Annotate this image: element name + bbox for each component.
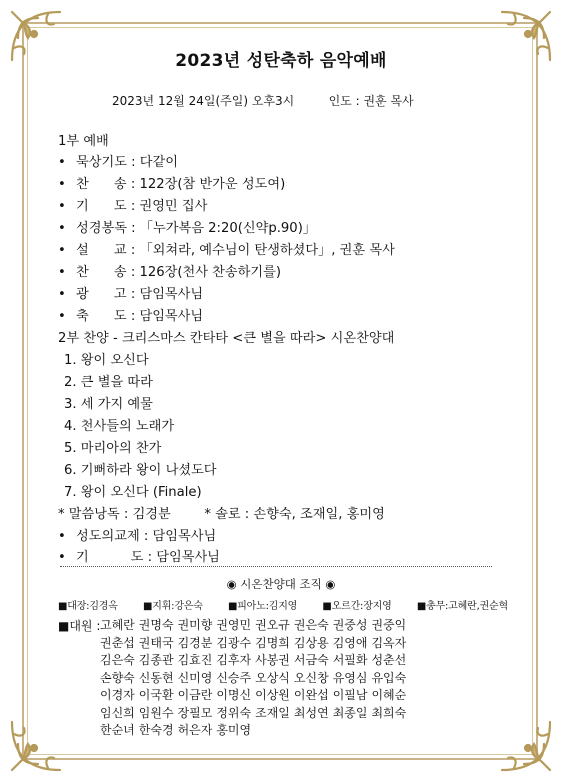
divider [60, 566, 492, 567]
member-name: 조재일 [255, 705, 290, 720]
corner-ornament-icon [8, 718, 64, 774]
program-item: • 축 도 : 담임목사님 [58, 309, 204, 324]
member-name: 사봉권 [255, 653, 290, 667]
bullet-icon: • [58, 529, 66, 544]
member-name: 이명신 [216, 688, 252, 702]
bullet-icon: • [58, 199, 66, 214]
member-name: 김후자 [216, 653, 252, 667]
member-name: 최희숙 [371, 705, 407, 720]
member-name: 이국환 [138, 688, 174, 702]
member-name: 유입숙 [371, 670, 407, 685]
service-datetime-leader: 2023년 12월 24일(주일) 오후3시 인도 : 권훈 목사 [112, 94, 414, 108]
program-item: • 성도의교제 : 담임목사님 [58, 529, 217, 544]
member-name: 김은숙 [100, 653, 135, 667]
member-name: 홍미영 [216, 723, 252, 737]
song-item: 5. 마리아의 찬가 [64, 441, 162, 456]
member-name: 이필남 [332, 688, 368, 702]
role-item: ■오르간:장지영 [322, 601, 392, 612]
member-name: 신미영 [177, 670, 213, 685]
members-label: ■대원 : [58, 619, 105, 633]
choir-roles [58, 597, 508, 612]
member-name: 임원수 [138, 705, 174, 720]
member-name: 서필화 [332, 653, 368, 667]
program-item: • 묵상기도 : 다같이 [58, 155, 179, 170]
member-name: 손향숙 [100, 670, 135, 685]
part1-heading: 1부 예배 [58, 134, 109, 149]
member-name: 이경자 [100, 688, 135, 702]
member-name: 한순녀 [100, 723, 135, 737]
member-name: 권중성 [332, 618, 368, 632]
bullet-icon: • [58, 243, 66, 258]
bullet-icon: • [58, 287, 66, 302]
bullet-icon: • [58, 221, 66, 236]
role-item: ■총무:고혜란,권순혁 [416, 601, 508, 612]
role-item: ■대장:김경옥 [58, 601, 118, 612]
member-name: 한숙경 [138, 723, 174, 737]
member-name: 유영심 [332, 670, 368, 685]
bullet-icon: • [58, 177, 66, 192]
program-item: • 찬 송 : 122장(참 반가운 성도여) [58, 177, 286, 192]
member-name: 이상원 [255, 688, 290, 702]
corner-ornament-icon [498, 718, 554, 774]
member-name: 권미향 [177, 618, 213, 632]
member-name: 서금숙 [293, 653, 329, 667]
member-name: 성춘선 [371, 653, 407, 667]
role-item: ■피아노:김지영 [227, 601, 298, 612]
bullet-icon: • [58, 265, 66, 280]
member-name: 이혜순 [371, 688, 407, 702]
program-item: • 기 도 : 권영민 집사 [58, 199, 208, 214]
choir-org-title: ◉ 시온찬양대 조직 ◉ [226, 577, 336, 591]
page-title: 2023년 성탄축하 음악예배 [175, 51, 387, 71]
member-name: 권은숙 [293, 618, 329, 632]
bullet-icon: • [58, 309, 66, 324]
song-item: 6. 기뻐하라 왕이 나셨도다 [64, 463, 217, 478]
part2-heading: 2부 찬양 - 크리스마스 칸타타 <큰 별을 따라> 시온찬양대 [58, 331, 395, 346]
member-name: 김광수 [216, 635, 252, 650]
program-item: • 기 도 : 담임목사님 [58, 550, 220, 565]
role-item: ■지휘:강은숙 [142, 601, 203, 612]
program-item: • 성경봉독 : 「누가복음 2:20(신약p.90)」 [58, 221, 317, 236]
member-name: 고혜란 [100, 618, 135, 632]
member-name: 권영민 [216, 618, 252, 632]
program-item: • 찬 송 : 126장(천사 찬송하기를) [58, 265, 282, 280]
member-name: 오상식 [255, 670, 290, 685]
member-name: 김종관 [138, 653, 174, 667]
member-name: 김효진 [177, 653, 213, 667]
member-name: 신승주 [216, 670, 252, 685]
member-name: 최종일 [332, 705, 368, 720]
member-name: 이금란 [177, 688, 213, 702]
member-name: 권태국 [138, 635, 174, 650]
song-item: 3. 세 가지 예물 [64, 397, 153, 412]
member-name: 김상용 [293, 635, 329, 650]
member-name: 권중익 [371, 618, 407, 632]
member-name: 장필모 [177, 705, 213, 720]
member-name: 김옥자 [371, 635, 407, 650]
song-item: 1. 왕이 오신다 [64, 353, 149, 368]
member-name: 김영애 [332, 635, 368, 650]
member-name: 권오규 [255, 618, 290, 632]
bullet-icon: • [58, 155, 66, 170]
program-item: • 설 교 : 「외쳐라, 예수님이 탄생하셨다」, 권훈 목사 [58, 243, 395, 258]
member-name: 최성연 [293, 705, 329, 720]
member-name: 허은자 [177, 723, 213, 737]
song-item: 7. 왕이 오신다 (Finale) [64, 485, 202, 500]
member-name: 정위숙 [216, 705, 252, 720]
song-item: 2. 큰 별을 따라 [64, 375, 153, 390]
member-name: 권춘섭 [100, 635, 135, 650]
bullet-icon: • [58, 550, 66, 565]
member-name: 이완섭 [293, 688, 329, 702]
reading-solo-line: * 말씀낭독 : 김경분 * 솔로 : 손향숙, 조재일, 홍미영 [58, 507, 385, 522]
program-item: • 광 고 : 담임목사님 [58, 287, 204, 302]
member-name: 김명희 [255, 635, 290, 650]
member-name: 김경분 [177, 635, 213, 650]
member-name: 임신희 [100, 705, 135, 720]
member-name: 신동현 [138, 670, 174, 685]
member-name: 권명숙 [138, 618, 174, 632]
member-name: 오신창 [293, 670, 329, 685]
song-item: 4. 천사들의 노래가 [64, 419, 175, 434]
members-list [100, 617, 500, 740]
